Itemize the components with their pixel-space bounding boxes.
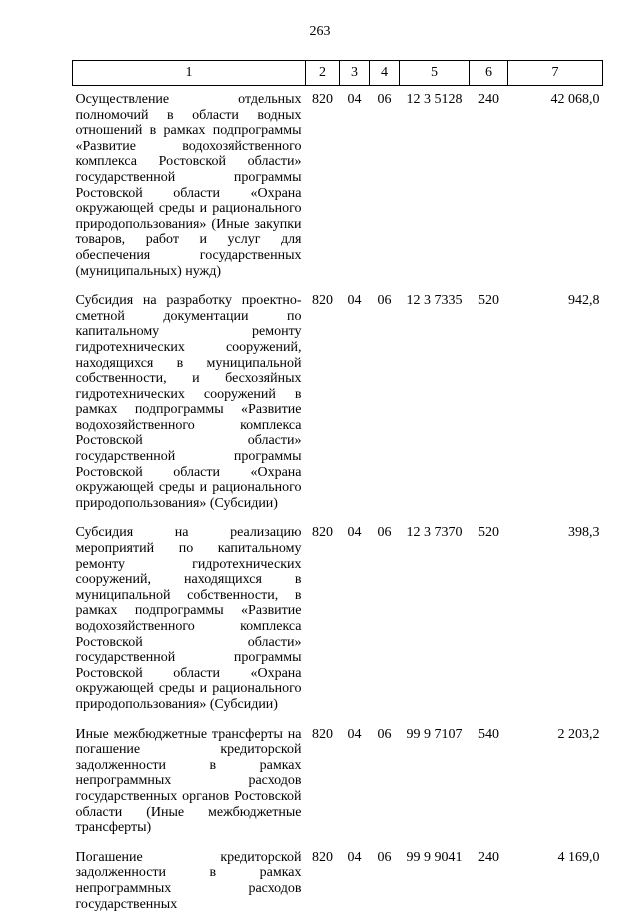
row-subsection: 06 [377,293,392,309]
row-amount: 42 068,0 [550,92,600,107]
table-row [73,721,603,844]
row-subsection: 06 [377,525,392,541]
row-expense-type: 520 [478,525,499,541]
row-description: Осуществление отдельных полномочий в области водных отношений в рамках подпрограммы «Развитие водохозяйственного комплекса Ростовской области» государственной программы Ростовской области «Охрана окружающей среды и рационального природопользования» (Иные закупки товаров, работ и услуг для обеспечения государственных (муниципальных) нужд) [75,92,302,279]
row-amount: 942,8 [568,293,600,309]
header-col-4: 4 [370,61,400,86]
row-expense-type: 520 [478,293,499,309]
row-section: 04 [347,293,362,309]
row-target-code: 12 3 7370 [406,525,463,541]
row-ministry-code: 820 [312,293,333,309]
row-subsection: 06 [377,92,392,107]
row-target-code: 12 3 5128 [406,92,463,107]
header-col-6: 6 [470,61,508,86]
row-description: Субсидия на разработку проектно-сметной документации по капитальному ремонту гидротехнических сооружений, находящихся в муниципальной собственности, и бесхозяйных гидротехнических сооружений в рамках подпрограммы «Развитие водохозяйственного комплекса Ростовской области» государственной программы Ростовской области «Охрана окружающей среды и рационального природопользования» (Субсидии) [75,293,302,511]
header-col-1: 1 [73,61,306,86]
table-row [73,519,603,720]
row-subsection: 06 [377,726,392,742]
row-amount: 2 203,2 [557,726,600,742]
row-target-code: 99 9 7107 [406,726,463,742]
header-col-5: 5 [400,61,470,86]
header-row [73,61,603,86]
table-row [73,287,603,519]
table-row [73,86,603,288]
row-ministry-code: 820 [312,849,333,865]
row-ministry-code: 820 [312,726,333,742]
row-expense-type: 240 [478,849,499,865]
row-section: 04 [347,92,362,107]
page-number: 263 [309,24,331,39]
budget-table [72,60,603,920]
row-section: 04 [347,726,362,742]
row-description: Погашение кредиторской задолженности в рамках непрограммных расходов государственных [75,849,302,912]
row-description: Субсидия на реализацию мероприятий по капитальному ремонту гидротехнических сооружений, находящихся в муниципальной собственности, в рамках подпрограммы «Развитие водохозяйственного комплекса Ростовской области» государственной программы Ростовской области «Охрана окружающей среды и рационального природопользования» (Субсидии) [75,525,302,712]
row-section: 04 [347,849,362,865]
header-col-2: 2 [306,61,340,86]
row-ministry-code: 820 [312,92,333,107]
header-col-3: 3 [340,61,370,86]
row-expense-type: 540 [478,726,499,742]
row-ministry-code: 820 [312,525,333,541]
row-target-code: 99 9 9041 [406,849,463,865]
row-expense-type: 240 [478,92,499,107]
row-subsection: 06 [377,849,392,865]
header-col-7: 7 [508,61,603,86]
table-row [73,844,603,920]
row-description: Иные межбюджетные трансферты на погашение кредиторской задолженности в рамках непрограммных расходов государственных органов Ростовской области (Иные межбюджетные трансферты) [75,726,302,836]
row-target-code: 12 3 7335 [406,293,463,309]
row-amount: 4 169,0 [557,849,600,865]
row-section: 04 [347,525,362,541]
row-amount: 398,3 [568,525,600,541]
